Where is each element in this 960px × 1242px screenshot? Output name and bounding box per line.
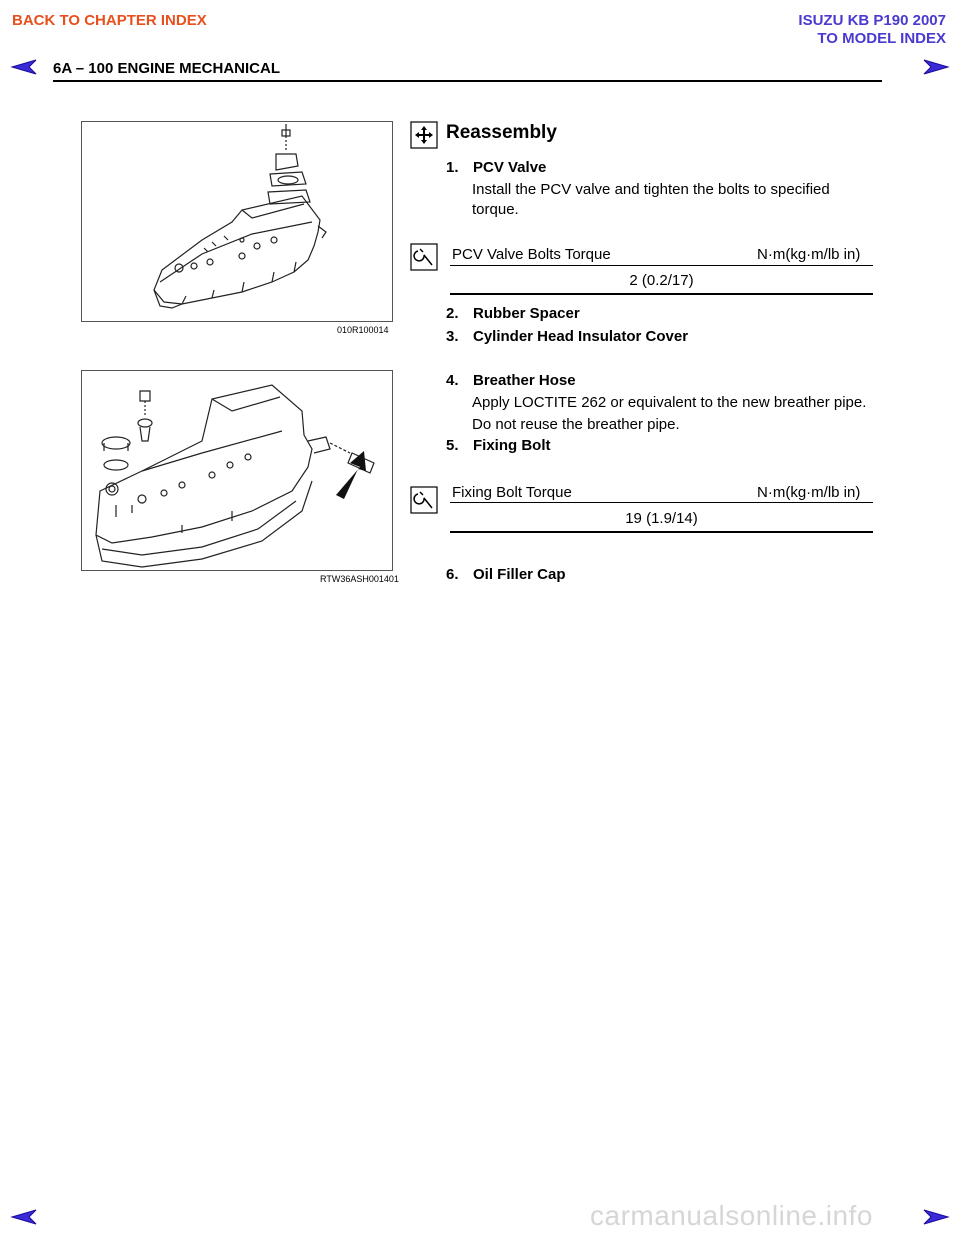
next-page-arrow-icon[interactable] bbox=[922, 58, 950, 76]
torque-value: 2 (0.2/17) bbox=[629, 272, 694, 289]
step-title: Oil Filler Cap bbox=[473, 566, 566, 583]
torque-label: Fixing Bolt Torque bbox=[452, 484, 572, 501]
cylinder-head-cover-illustration bbox=[82, 122, 392, 321]
step-number: 4. bbox=[446, 372, 459, 389]
step-number: 6. bbox=[446, 566, 459, 583]
step-text: torque. bbox=[472, 201, 519, 218]
step-number: 5. bbox=[446, 437, 459, 454]
table-rule bbox=[450, 293, 873, 295]
previous-page-arrow-icon[interactable] bbox=[10, 58, 38, 76]
step-title: PCV Valve bbox=[473, 159, 547, 176]
figure-caption: RTW36ASH001401 bbox=[320, 574, 399, 584]
header-rule bbox=[53, 80, 882, 82]
torque-unit: N·m(kg·m/lb in) bbox=[757, 246, 861, 263]
section-heading: Reassembly bbox=[446, 122, 557, 143]
step-text: Apply LOCTITE 262 or equivalent to the new breather pipe. bbox=[472, 394, 867, 411]
step-number: 3. bbox=[446, 328, 459, 345]
step-title: Fixing Bolt bbox=[473, 437, 551, 454]
to-model-index-link[interactable]: TO MODEL INDEX bbox=[817, 30, 946, 47]
watermark: carmanualsonline.info bbox=[590, 1200, 873, 1231]
torque-wrench-icon bbox=[410, 243, 438, 271]
page-header-title: 6A – 100 ENGINE MECHANICAL bbox=[53, 60, 280, 77]
breather-pipe-illustration bbox=[82, 371, 392, 570]
torque-label: PCV Valve Bolts Torque bbox=[452, 246, 611, 263]
table-rule bbox=[450, 531, 873, 533]
step-text: Do not reuse the breather pipe. bbox=[472, 416, 680, 433]
step-title: Cylinder Head Insulator Cover bbox=[473, 328, 689, 345]
next-page-arrow-icon[interactable] bbox=[922, 1208, 950, 1226]
step-text: Install the PCV valve and tighten the bolts to specified bbox=[472, 181, 830, 198]
torque-wrench-icon bbox=[410, 486, 438, 514]
table-rule bbox=[450, 502, 873, 503]
torque-value: 19 (1.9/14) bbox=[625, 510, 698, 527]
step-number: 1. bbox=[446, 159, 459, 176]
reassembly-icon bbox=[410, 121, 438, 149]
table-rule bbox=[450, 265, 873, 266]
figure-pcv-valve bbox=[81, 121, 393, 322]
figure-breather-hose bbox=[81, 370, 393, 571]
figure-caption: 010R100014 bbox=[337, 325, 389, 335]
step-number: 2. bbox=[446, 305, 459, 322]
model-title: ISUZU KB P190 2007 bbox=[798, 12, 946, 29]
torque-unit: N·m(kg·m/lb in) bbox=[757, 484, 861, 501]
step-title: Rubber Spacer bbox=[473, 305, 580, 322]
previous-page-arrow-icon[interactable] bbox=[10, 1208, 38, 1226]
back-to-chapter-index-link[interactable]: BACK TO CHAPTER INDEX bbox=[12, 12, 207, 29]
step-title: Breather Hose bbox=[473, 372, 576, 389]
